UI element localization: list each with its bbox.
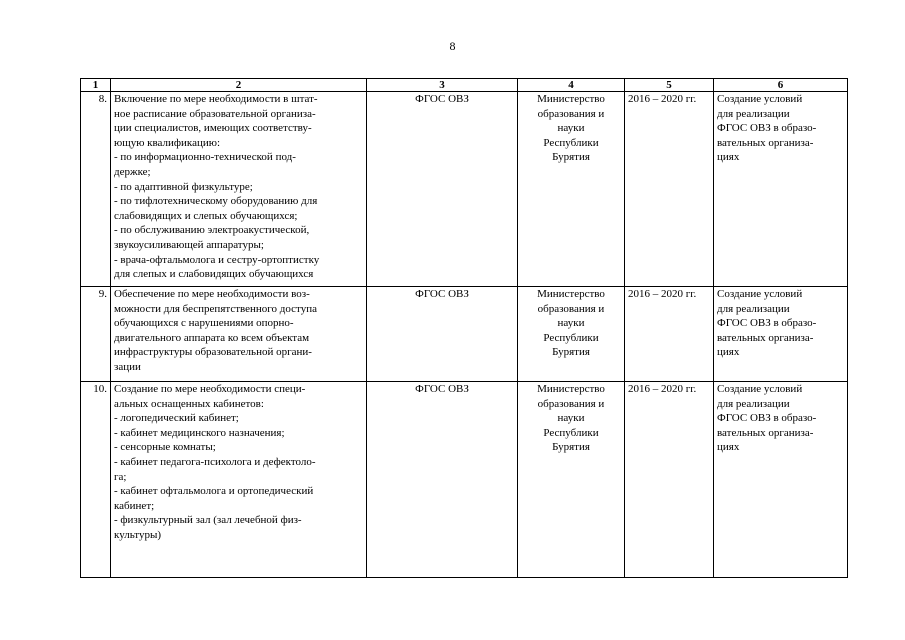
- description-line: ции специалистов, имеющих соответству-: [114, 122, 312, 135]
- description-line: - кабинет медицинского назначения;: [114, 426, 285, 439]
- description-line: - по информационно-технической под-: [114, 151, 296, 164]
- result-cell: [714, 92, 848, 287]
- column-header-6: 6: [714, 79, 848, 92]
- column-header-2: 2: [111, 79, 367, 92]
- basis-cell: ФГОС ОВЗ: [367, 287, 518, 382]
- result-cell: [714, 382, 848, 578]
- result-line: вательных организа-: [717, 136, 814, 149]
- description-line: - врача-офтальмолога и сестру-ортоптистку: [114, 253, 320, 266]
- basis-cell: ФГОС ОВЗ: [367, 92, 518, 287]
- measure-description: [111, 287, 367, 382]
- result-line: для реализации: [717, 397, 790, 410]
- description-line: культуры): [114, 528, 162, 541]
- description-line: - по обслуживанию электроакустической,: [114, 224, 310, 237]
- description-line: двигательного аппарата ко всем объектам: [114, 331, 310, 344]
- measure-description: [111, 382, 367, 578]
- executor-line: Республики: [543, 331, 599, 344]
- result-line: циях: [717, 441, 740, 454]
- header-row: [81, 79, 848, 92]
- table-row: [81, 382, 848, 578]
- result-line: для реализации: [717, 302, 790, 315]
- row-number: 10.: [81, 382, 111, 578]
- executor-cell: [518, 92, 625, 287]
- description-line: Обеспечение по мере необходимости воз-: [114, 288, 310, 300]
- result-line: Создание условий: [717, 93, 803, 105]
- result-cell: [714, 287, 848, 382]
- description-line: обучающихся с нарушениями опорно-: [114, 317, 294, 330]
- result-line: циях: [717, 151, 740, 164]
- period-cell: 2016 – 2020 гг.: [625, 92, 714, 287]
- executor-line: науки: [557, 317, 585, 330]
- description-line: га;: [114, 470, 127, 483]
- description-line: звукоусиливающей аппаратуры;: [114, 238, 264, 251]
- description-line: держке;: [114, 165, 151, 178]
- description-line: - логопедический кабинет;: [114, 412, 239, 425]
- column-header-3: 3: [367, 79, 518, 92]
- basis-cell: ФГОС ОВЗ: [367, 382, 518, 578]
- description-line: слабовидящих и слепых обучающихся;: [114, 209, 298, 222]
- period-cell: 2016 – 2020 гг.: [625, 382, 714, 578]
- result-line: ФГОС ОВЗ в образо-: [717, 122, 817, 135]
- executor-line: образования и: [537, 397, 605, 410]
- description-line: инфраструктуры образовательной органи-: [114, 346, 312, 359]
- result-line: ФГОС ОВЗ в образо-: [717, 317, 817, 330]
- page-number: 8: [449, 39, 456, 53]
- result-line: циях: [717, 346, 740, 359]
- executor-line: Бурятия: [552, 441, 590, 454]
- column-header-4: 4: [518, 79, 625, 92]
- description-line: - кабинет педагога-психолога и дефектоло-: [114, 455, 316, 468]
- executor-line: науки: [557, 412, 585, 425]
- description-line: можности для беспрепятственного доступа: [114, 302, 317, 315]
- executor-line: науки: [557, 122, 585, 135]
- result-line: для реализации: [717, 107, 790, 120]
- column-header-1: 1: [81, 79, 111, 92]
- executor-line: Республики: [543, 426, 599, 439]
- result-line: вательных организа-: [717, 331, 814, 344]
- description-line: ющую квалификацию:: [114, 136, 221, 149]
- description-line: зации: [114, 360, 141, 373]
- description-line: Создание по мере необходимости специ-: [114, 383, 306, 395]
- result-line: Создание условий: [717, 288, 803, 300]
- result-line: вательных организа-: [717, 426, 814, 439]
- description-line: ное расписание образовательной организа-: [114, 107, 316, 120]
- table-row: [81, 287, 848, 382]
- table-row: [81, 92, 848, 287]
- measure-description: [111, 92, 367, 287]
- description-line: альных оснащенных кабинетов:: [114, 397, 264, 410]
- description-line: - сенсорные комнаты;: [114, 441, 216, 454]
- row-number: 8.: [81, 92, 111, 287]
- executor-line: Министерство: [537, 93, 605, 105]
- description-line: для слепых и слабовидящих обучающихся: [114, 268, 314, 281]
- row-number: 9.: [81, 287, 111, 382]
- executor-cell: [518, 287, 625, 382]
- measures-table: [80, 78, 848, 578]
- description-line: кабинет;: [114, 499, 155, 512]
- executor-line: Бурятия: [552, 346, 590, 359]
- description-line: - по тифлотехническому оборудованию для: [114, 195, 318, 208]
- column-header-5: 5: [625, 79, 714, 92]
- description-line: - кабинет офтальмолога и ортопедический: [114, 485, 314, 498]
- executor-cell: [518, 382, 625, 578]
- executor-line: образования и: [537, 107, 605, 120]
- executor-line: образования и: [537, 302, 605, 315]
- executor-line: Министерство: [537, 288, 605, 300]
- result-line: Создание условий: [717, 383, 803, 395]
- description-line: Включение по мере необходимости в штат-: [114, 93, 318, 105]
- executor-line: Республики: [543, 136, 599, 149]
- period-cell: 2016 – 2020 гг.: [625, 287, 714, 382]
- description-line: - физкультурный зал (зал лечебной физ-: [114, 514, 302, 527]
- description-line: - по адаптивной физкультуре;: [114, 180, 253, 193]
- executor-line: Министерство: [537, 383, 605, 395]
- executor-line: Бурятия: [552, 151, 590, 164]
- result-line: ФГОС ОВЗ в образо-: [717, 412, 817, 425]
